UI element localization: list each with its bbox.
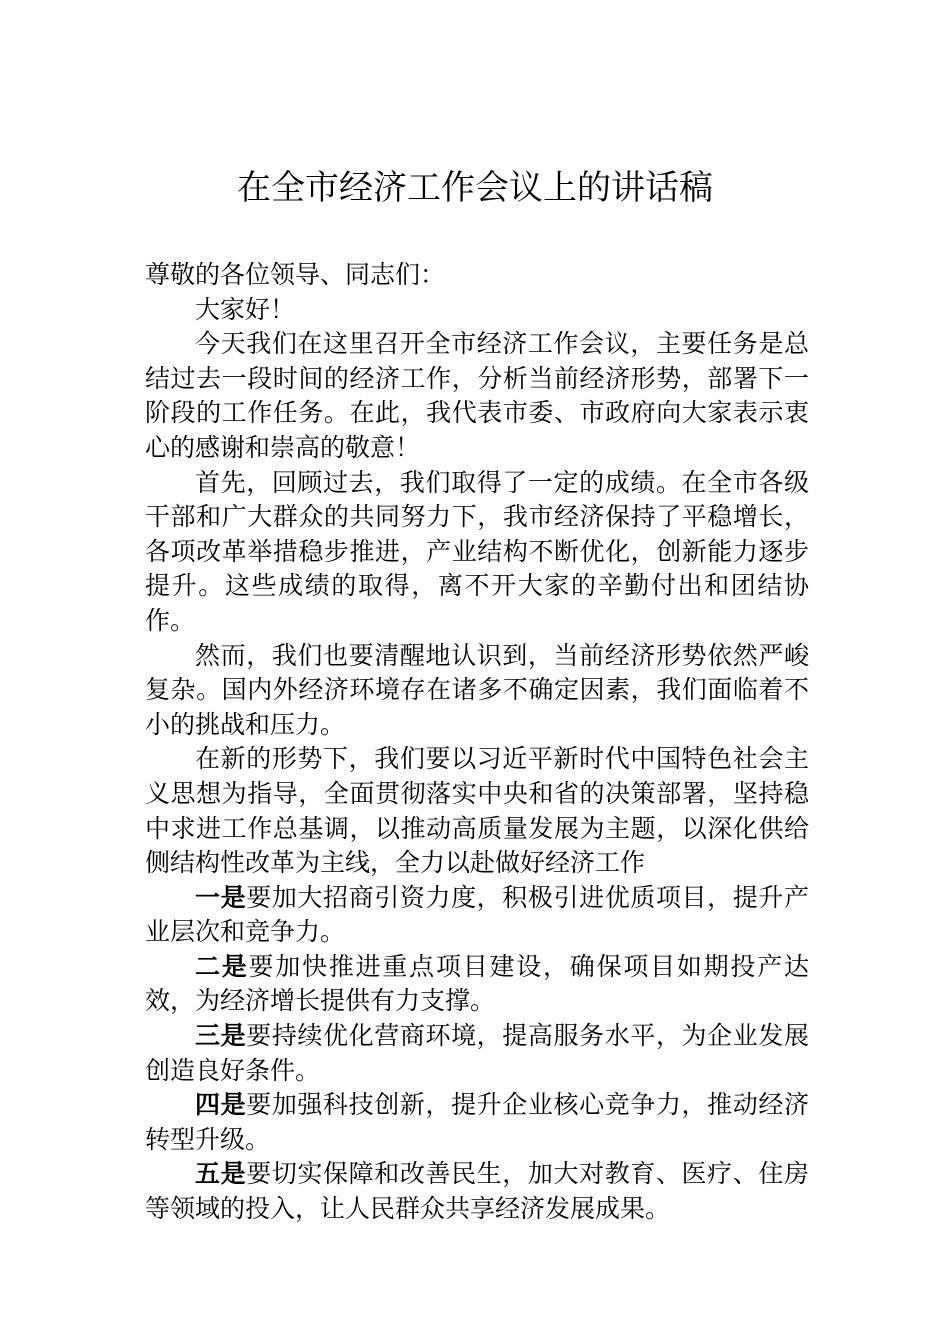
point-label: 一是	[195, 882, 247, 912]
point-text: 要持续优化营商环境，提高服务水平，为企业发展创造良好条件。	[145, 1021, 809, 1085]
paragraph: 在新的形势下，我们要以习近平新时代中国特色社会主义思想为指导，全面贯彻落实中央和省的决策部署，坚持稳中求进工作总基调，以推动高质量发展为主题，以深化供给侧结构性改革为主线，全力以赴做好经济工作	[145, 744, 809, 878]
point-label: 五是	[195, 1159, 247, 1189]
point-text: 要切实保障和改善民生，加大对教育、医疗、住房等领域的投入，让人民群众共享经济发展成果。	[145, 1159, 809, 1224]
paragraph: 今天我们在这里召开全市经济工作会议，主要任务是总结过去一段时间的经济工作，分析当前经济形势，部署下一阶段的工作任务。在此，我代表市委、市政府向大家表示衷心的感谢和崇高的敬意！	[145, 329, 809, 462]
greeting: 大家好！	[195, 294, 296, 324]
point-item	[145, 950, 809, 1019]
point-item	[145, 881, 809, 950]
point-text: 要加大招商引资力度，积极引进优质项目，提升产业层次和竞争力。	[145, 882, 809, 947]
point-item	[145, 1019, 809, 1088]
point-item	[145, 1157, 809, 1226]
point-label: 四是	[195, 1090, 247, 1120]
point-text: 要加强科技创新，提升企业核心竞争力，推动经济转型升级。	[145, 1090, 809, 1154]
point-label: 三是	[195, 1021, 247, 1051]
paragraph: 然而，我们也要清醒地认识到，当前经济形势依然严峻复杂。国内外经济环境存在诸多不确定因素，我们面临着不小的挑战和压力。	[145, 640, 809, 739]
document-title: 在全市经济工作会议上的讲话稿	[237, 168, 713, 208]
paragraph: 首先，回顾过去，我们取得了一定的成绩。在全市各级干部和广大群众的共同努力下，我市经济保持了平稳增长，各项改革举措稳步推进，产业结构不断优化，创新能力逐步提升。这些成绩的取得，离不开大家的辛勤付出和团结协作。	[145, 467, 809, 635]
point-item	[145, 1088, 809, 1157]
point-text: 要加快推进重点项目建设，确保项目如期投产达效，为经济增长提供有力支撑。	[145, 951, 809, 1016]
document-body	[145, 258, 809, 1227]
salutation: 尊敬的各位领导、同志们：	[145, 260, 446, 289]
point-label: 二是	[195, 951, 249, 981]
